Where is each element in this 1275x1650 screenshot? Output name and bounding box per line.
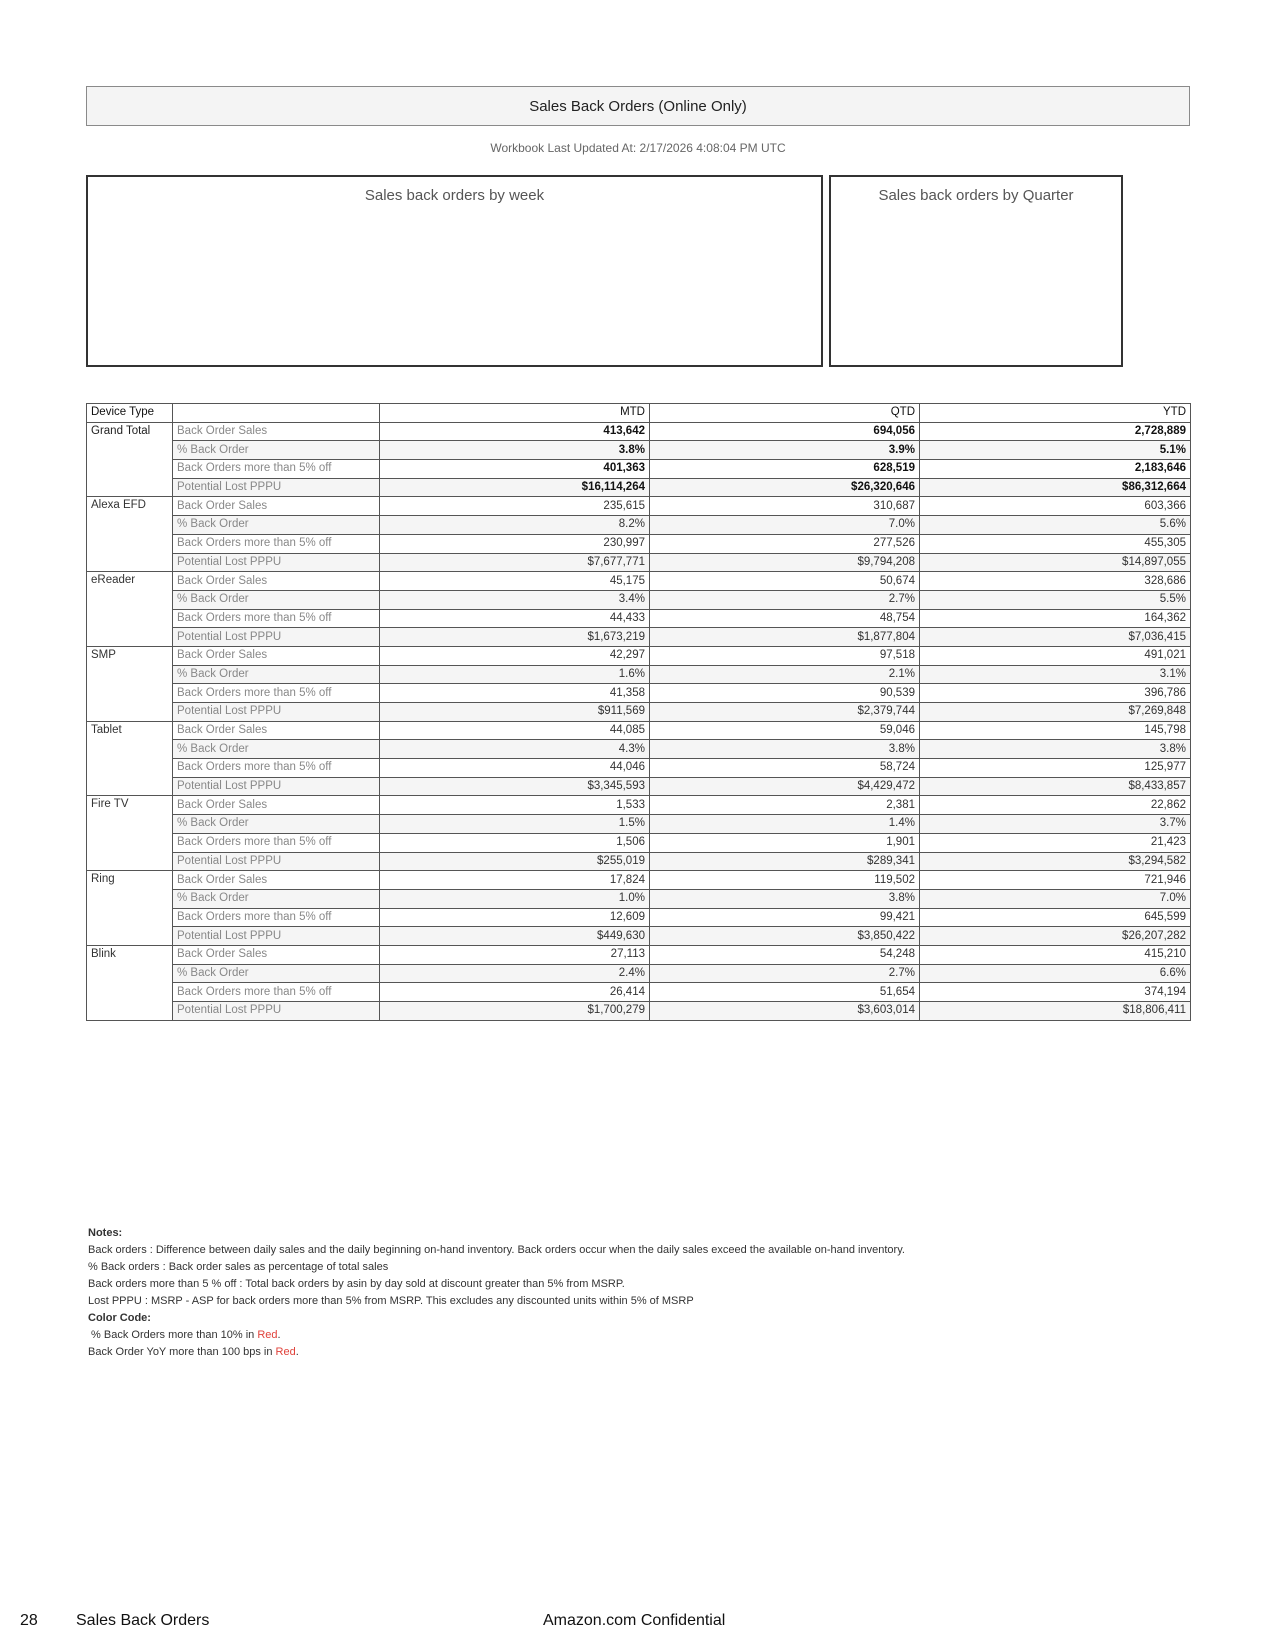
qtd-value-cell: 7.0% bbox=[650, 516, 920, 535]
qtd-value-cell: $3,850,422 bbox=[650, 927, 920, 946]
header-metric bbox=[173, 404, 380, 423]
ytd-value-cell: 721,946 bbox=[920, 871, 1191, 890]
mtd-value-cell: 4.3% bbox=[380, 740, 650, 759]
metric-cell: Potential Lost PPPU bbox=[173, 628, 380, 647]
table-row bbox=[87, 983, 1191, 1002]
table-row bbox=[87, 665, 1191, 684]
device-type-cell: SMP bbox=[87, 646, 173, 721]
red-word: Red bbox=[257, 1329, 278, 1341]
ytd-value-cell: 396,786 bbox=[920, 684, 1191, 703]
ytd-value-cell: $7,269,848 bbox=[920, 703, 1191, 722]
metric-cell: % Back Order bbox=[173, 740, 380, 759]
qtd-value-cell: $289,341 bbox=[650, 852, 920, 871]
metric-cell: Potential Lost PPPU bbox=[173, 852, 380, 871]
metric-cell: Back Orders more than 5% off bbox=[173, 609, 380, 628]
metric-cell: Potential Lost PPPU bbox=[173, 478, 380, 497]
mtd-value-cell: 1,506 bbox=[380, 833, 650, 852]
table-row bbox=[87, 833, 1191, 852]
header-device-type: Device Type bbox=[87, 404, 173, 423]
ytd-value-cell: 125,977 bbox=[920, 759, 1191, 778]
qtd-value-cell: 48,754 bbox=[650, 609, 920, 628]
qtd-value-cell: $4,429,472 bbox=[650, 777, 920, 796]
metric-cell: % Back Order bbox=[173, 665, 380, 684]
table-header-row bbox=[87, 404, 1191, 423]
table-row bbox=[87, 553, 1191, 572]
metric-cell: Back Order Sales bbox=[173, 871, 380, 890]
mtd-value-cell: 2.4% bbox=[380, 964, 650, 983]
note-line: Back orders more than 5 % off : Total back orders by asin by day sold at discount greater than 5% from MSRP. bbox=[88, 1278, 625, 1290]
last-updated-text: Workbook Last Updated At: 2/17/2026 4:08:04 PM UTC bbox=[490, 141, 786, 155]
ytd-value-cell: $18,806,411 bbox=[920, 1002, 1191, 1021]
color-code-heading: Color Code: bbox=[88, 1312, 151, 1324]
qtd-value-cell: 2.7% bbox=[650, 590, 920, 609]
qtd-value-cell: 694,056 bbox=[650, 422, 920, 441]
color-code-line-2 bbox=[88, 1344, 905, 1361]
ytd-value-cell: 415,210 bbox=[920, 945, 1191, 964]
week-panel-title: Sales back orders by week bbox=[364, 187, 545, 204]
mtd-value-cell: 1.6% bbox=[380, 665, 650, 684]
qtd-value-cell: 277,526 bbox=[650, 534, 920, 553]
qtd-value-cell: $3,603,014 bbox=[650, 1002, 920, 1021]
report-title: Sales Back Orders (Online Only) bbox=[529, 97, 747, 115]
red-word: Red bbox=[275, 1346, 296, 1358]
metric-cell: Back Order Sales bbox=[173, 646, 380, 665]
qtd-value-cell: 1,901 bbox=[650, 833, 920, 852]
mtd-value-cell: $255,019 bbox=[380, 852, 650, 871]
ytd-value-cell: 3.8% bbox=[920, 740, 1191, 759]
mtd-value-cell: 44,046 bbox=[380, 759, 650, 778]
ytd-value-cell: 645,599 bbox=[920, 908, 1191, 927]
qtd-value-cell: $26,320,646 bbox=[650, 478, 920, 497]
table-row bbox=[87, 572, 1191, 591]
qtd-value-cell: 51,654 bbox=[650, 983, 920, 1002]
table-row bbox=[87, 740, 1191, 759]
mtd-value-cell: 401,363 bbox=[380, 460, 650, 479]
color-code-text: Back Order YoY more than 100 bps in bbox=[88, 1346, 276, 1358]
mtd-value-cell: $449,630 bbox=[380, 927, 650, 946]
qtd-value-cell: 3.8% bbox=[650, 889, 920, 908]
table-row bbox=[87, 852, 1191, 871]
mtd-value-cell: $1,700,279 bbox=[380, 1002, 650, 1021]
note-line: Back orders : Difference between daily sales and the daily beginning on-hand inventory. Back orders occur when the daily sales exceed the available on-hand inventory. bbox=[88, 1244, 905, 1256]
table-row bbox=[87, 703, 1191, 722]
table-row bbox=[87, 516, 1191, 535]
table-row bbox=[87, 871, 1191, 890]
period: . bbox=[277, 1329, 281, 1341]
qtd-value-cell: 2.7% bbox=[650, 964, 920, 983]
qtd-value-cell: $2,379,744 bbox=[650, 703, 920, 722]
metric-cell: Back Order Sales bbox=[173, 497, 380, 516]
device-type-cell: Ring bbox=[87, 871, 173, 946]
sales-back-orders-by-week-panel bbox=[86, 175, 823, 367]
device-type-cell: Grand Total bbox=[87, 422, 173, 497]
table-row bbox=[87, 945, 1191, 964]
footer-page-number: 28 bbox=[20, 1612, 38, 1629]
back-orders-table bbox=[86, 403, 1191, 1021]
ytd-value-cell: 21,423 bbox=[920, 833, 1191, 852]
ytd-value-cell: 2,728,889 bbox=[920, 422, 1191, 441]
ytd-value-cell: $86,312,664 bbox=[920, 478, 1191, 497]
metric-cell: Potential Lost PPPU bbox=[173, 553, 380, 572]
metric-cell: Back Order Sales bbox=[173, 572, 380, 591]
device-type-cell: Alexa EFD bbox=[87, 497, 173, 572]
table-row bbox=[87, 646, 1191, 665]
qtd-value-cell: 90,539 bbox=[650, 684, 920, 703]
qtd-value-cell: $9,794,208 bbox=[650, 553, 920, 572]
metric-cell: Back Orders more than 5% off bbox=[173, 534, 380, 553]
ytd-value-cell: $3,294,582 bbox=[920, 852, 1191, 871]
header-mtd: MTD bbox=[380, 404, 650, 423]
device-type-cell: Blink bbox=[87, 945, 173, 1020]
table-row bbox=[87, 478, 1191, 497]
header-qtd: QTD bbox=[650, 404, 920, 423]
note-line: % Back orders : Back order sales as percentage of total sales bbox=[88, 1261, 389, 1273]
ytd-value-cell: 5.5% bbox=[920, 590, 1191, 609]
ytd-value-cell: 22,862 bbox=[920, 796, 1191, 815]
mtd-value-cell: 3.8% bbox=[380, 441, 650, 460]
table-body bbox=[87, 422, 1191, 1020]
ytd-value-cell: $7,036,415 bbox=[920, 628, 1191, 647]
table-row bbox=[87, 684, 1191, 703]
metric-cell: % Back Order bbox=[173, 964, 380, 983]
mtd-value-cell: $911,569 bbox=[380, 703, 650, 722]
metric-cell: Back Orders more than 5% off bbox=[173, 684, 380, 703]
notes-heading: Notes: bbox=[88, 1227, 123, 1239]
note-line: Lost PPPU : MSRP - ASP for back orders more than 5% from MSRP. This excludes any discounted units within 5% of MSRP bbox=[88, 1295, 694, 1307]
metric-cell: % Back Order bbox=[173, 889, 380, 908]
ytd-value-cell: 3.1% bbox=[920, 665, 1191, 684]
mtd-value-cell: 44,433 bbox=[380, 609, 650, 628]
table-row bbox=[87, 441, 1191, 460]
ytd-value-cell: 2,183,646 bbox=[920, 460, 1191, 479]
ytd-value-cell: 164,362 bbox=[920, 609, 1191, 628]
mtd-value-cell: 8.2% bbox=[380, 516, 650, 535]
table-row bbox=[87, 796, 1191, 815]
color-code-text: % Back Orders more than 10% in bbox=[88, 1329, 258, 1341]
table-row bbox=[87, 889, 1191, 908]
mtd-value-cell: $1,673,219 bbox=[380, 628, 650, 647]
color-code-line-1 bbox=[88, 1327, 905, 1344]
table-row bbox=[87, 908, 1191, 927]
metric-cell: Back Order Sales bbox=[173, 945, 380, 964]
metric-cell: Back Orders more than 5% off bbox=[173, 833, 380, 852]
qtd-value-cell: 2,381 bbox=[650, 796, 920, 815]
qtd-value-cell: 58,724 bbox=[650, 759, 920, 778]
metric-cell: Potential Lost PPPU bbox=[173, 777, 380, 796]
qtd-value-cell: 99,421 bbox=[650, 908, 920, 927]
table-row bbox=[87, 460, 1191, 479]
ytd-value-cell: 7.0% bbox=[920, 889, 1191, 908]
metric-cell: % Back Order bbox=[173, 590, 380, 609]
ytd-value-cell: $8,433,857 bbox=[920, 777, 1191, 796]
qtd-value-cell: 54,248 bbox=[650, 945, 920, 964]
mtd-value-cell: 413,642 bbox=[380, 422, 650, 441]
ytd-value-cell: 5.1% bbox=[920, 441, 1191, 460]
mtd-value-cell: 230,997 bbox=[380, 534, 650, 553]
qtd-value-cell: 2.1% bbox=[650, 665, 920, 684]
quarter-panel-title: Sales back orders by Quarter bbox=[878, 187, 1074, 204]
ytd-value-cell: 5.6% bbox=[920, 516, 1191, 535]
mtd-value-cell: 1,533 bbox=[380, 796, 650, 815]
metric-cell: Back Order Sales bbox=[173, 796, 380, 815]
metric-cell: Back Orders more than 5% off bbox=[173, 983, 380, 1002]
mtd-value-cell: $7,677,771 bbox=[380, 553, 650, 572]
metric-cell: Back Order Sales bbox=[173, 422, 380, 441]
metric-cell: Potential Lost PPPU bbox=[173, 1002, 380, 1021]
ytd-value-cell: 374,194 bbox=[920, 983, 1191, 1002]
qtd-value-cell: 119,502 bbox=[650, 871, 920, 890]
footer-confidential: Amazon.com Confidential bbox=[543, 1612, 726, 1629]
ytd-value-cell: 491,021 bbox=[920, 646, 1191, 665]
ytd-value-cell: 3.7% bbox=[920, 815, 1191, 834]
table-row bbox=[87, 534, 1191, 553]
ytd-value-cell: 6.6% bbox=[920, 964, 1191, 983]
report-title-box bbox=[86, 86, 1190, 126]
mtd-value-cell: 1.0% bbox=[380, 889, 650, 908]
metric-cell: Back Orders more than 5% off bbox=[173, 759, 380, 778]
table-row bbox=[87, 628, 1191, 647]
mtd-value-cell: 27,113 bbox=[380, 945, 650, 964]
table-row bbox=[87, 497, 1191, 516]
table-row bbox=[87, 815, 1191, 834]
qtd-value-cell: 1.4% bbox=[650, 815, 920, 834]
qtd-value-cell: 97,518 bbox=[650, 646, 920, 665]
ytd-value-cell: 455,305 bbox=[920, 534, 1191, 553]
ytd-value-cell: $14,897,055 bbox=[920, 553, 1191, 572]
mtd-value-cell: 45,175 bbox=[380, 572, 650, 591]
mtd-value-cell: 235,615 bbox=[380, 497, 650, 516]
mtd-value-cell: 44,085 bbox=[380, 721, 650, 740]
ytd-value-cell: 145,798 bbox=[920, 721, 1191, 740]
qtd-value-cell: 50,674 bbox=[650, 572, 920, 591]
metric-cell: Potential Lost PPPU bbox=[173, 703, 380, 722]
table-row bbox=[87, 609, 1191, 628]
device-type-cell: Tablet bbox=[87, 721, 173, 796]
table-row bbox=[87, 590, 1191, 609]
device-type-cell: Fire TV bbox=[87, 796, 173, 871]
qtd-value-cell: 3.8% bbox=[650, 740, 920, 759]
mtd-value-cell: 12,609 bbox=[380, 908, 650, 927]
table-row bbox=[87, 964, 1191, 983]
metric-cell: % Back Order bbox=[173, 441, 380, 460]
footer-section-name: Sales Back Orders bbox=[76, 1612, 210, 1629]
table-row bbox=[87, 721, 1191, 740]
metric-cell: Back Orders more than 5% off bbox=[173, 460, 380, 479]
qtd-value-cell: 628,519 bbox=[650, 460, 920, 479]
mtd-value-cell: $3,345,593 bbox=[380, 777, 650, 796]
metric-cell: Back Orders more than 5% off bbox=[173, 908, 380, 927]
mtd-value-cell: 42,297 bbox=[380, 646, 650, 665]
metric-cell: % Back Order bbox=[173, 516, 380, 535]
qtd-value-cell: 310,687 bbox=[650, 497, 920, 516]
table-row bbox=[87, 777, 1191, 796]
mtd-value-cell: $16,114,264 bbox=[380, 478, 650, 497]
mtd-value-cell: 26,414 bbox=[380, 983, 650, 1002]
metric-cell: % Back Order bbox=[173, 815, 380, 834]
table-row bbox=[87, 759, 1191, 778]
mtd-value-cell: 1.5% bbox=[380, 815, 650, 834]
qtd-value-cell: 3.9% bbox=[650, 441, 920, 460]
period: . bbox=[295, 1346, 299, 1358]
device-type-cell: eReader bbox=[87, 572, 173, 647]
table-row bbox=[87, 1002, 1191, 1021]
sales-back-orders-by-quarter-panel bbox=[829, 175, 1123, 367]
qtd-value-cell: 59,046 bbox=[650, 721, 920, 740]
ytd-value-cell: $26,207,282 bbox=[920, 927, 1191, 946]
mtd-value-cell: 3.4% bbox=[380, 590, 650, 609]
ytd-value-cell: 328,686 bbox=[920, 572, 1191, 591]
notes-section bbox=[88, 1225, 905, 1361]
mtd-value-cell: 41,358 bbox=[380, 684, 650, 703]
table-row bbox=[87, 422, 1191, 441]
ytd-value-cell: 603,366 bbox=[920, 497, 1191, 516]
table-row bbox=[87, 927, 1191, 946]
metric-cell: Back Order Sales bbox=[173, 721, 380, 740]
qtd-value-cell: $1,877,804 bbox=[650, 628, 920, 647]
metric-cell: Potential Lost PPPU bbox=[173, 927, 380, 946]
header-ytd: YTD bbox=[920, 404, 1191, 423]
mtd-value-cell: 17,824 bbox=[380, 871, 650, 890]
